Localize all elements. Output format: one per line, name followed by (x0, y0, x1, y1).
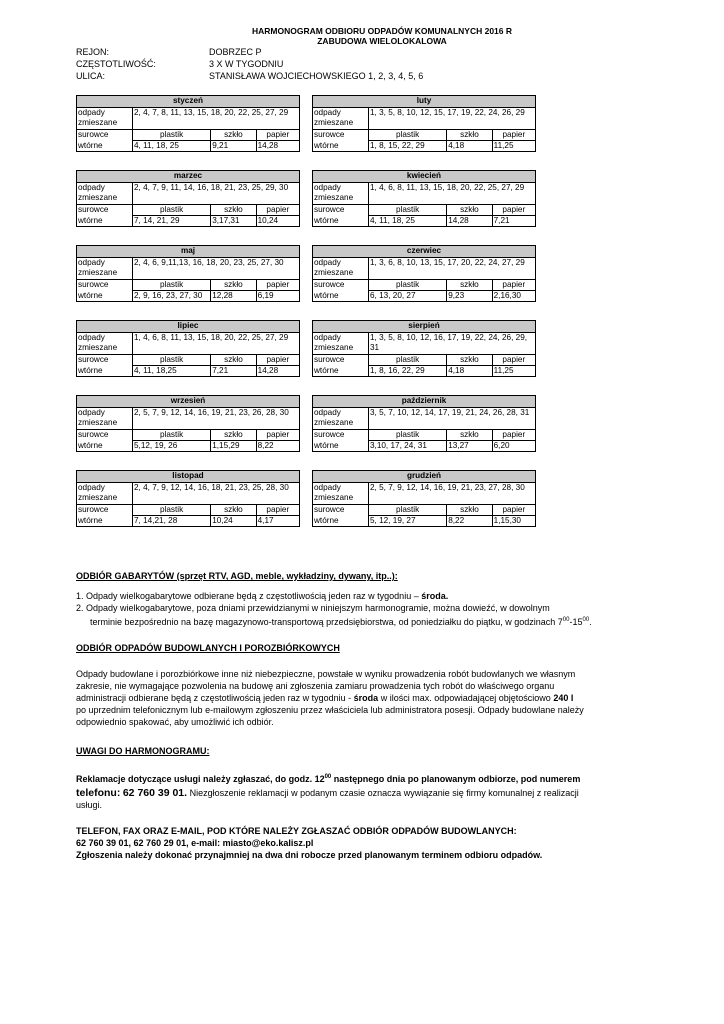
plastic-dates: 2, 9, 16, 23, 27, 30 (133, 291, 211, 302)
month-name: grudzień (313, 471, 536, 483)
month-name: sierpień (313, 321, 536, 333)
plastic-dates: 4, 11, 18, 25 (369, 216, 447, 227)
glass-header: szkło (447, 205, 492, 216)
bulky-waste-point-2-cont: terminie bezpośrednio na bazę magazynowo-transportową przedsiębiorstwa, od poniedziałku do piątku, w godzinach $7^{00}-15^{00}$. (90, 617, 592, 627)
plastic-dates: 7, 14, 21, 29 (133, 216, 211, 227)
mixed-waste-label: odpady zmieszane (313, 483, 369, 505)
month-name: maj (77, 246, 300, 258)
glass-header: szkło (211, 430, 256, 441)
glass-dates: 12,28 (211, 291, 256, 302)
recyclables-label: surowce (77, 505, 133, 516)
mixed-waste-dates: 1, 4, 6, 8, 11, 13, 15, 18, 20, 22, 25, 27, 29 (369, 183, 536, 205)
plastic-header: plastik (133, 355, 211, 366)
remarks-heading: UWAGI DO HARMONOGRAMU: (76, 746, 210, 756)
paper-dates: 6,19 (256, 291, 299, 302)
recyclables-label: surowce (77, 130, 133, 141)
month-name: luty (313, 96, 536, 108)
frequency-value: 3 X W TYGODNIU (209, 59, 284, 69)
paper-dates: 10,24 (256, 216, 299, 227)
plastic-header: plastik (133, 430, 211, 441)
mixed-waste-label: odpady zmieszane (77, 183, 133, 205)
contact-numbers: 62 760 39 01, 62 760 29 01, e-mail: miasto@eko.kalisz.pl (76, 838, 314, 848)
recyclables-label-2: wtórne (313, 216, 369, 227)
contact-heading: TELEFON, FAX ORAZ E-MAIL, POD KTÓRE NALEŻY ZGŁASZAĆ ODBIÓR ODPADÓW BUDOWLANYCH: (76, 826, 517, 836)
glass-dates: 3,17,31 (211, 216, 256, 227)
paper-header: papier (256, 505, 299, 516)
mixed-waste-dates: 1, 3, 5, 8, 10, 12, 15, 17, 19, 22, 24, 26, 29 (369, 108, 536, 130)
paper-dates: 11,25 (492, 366, 535, 377)
paper-dates: 14,28 (256, 141, 299, 152)
mixed-waste-label: odpady zmieszane (313, 108, 369, 130)
glass-dates: 4,18 (447, 141, 492, 152)
recyclables-label-2: wtórne (77, 516, 133, 527)
street-value: STANISŁAWA WOJCIECHOWSKIEGO 1, 2, 3, 4, 5, 6 (209, 71, 424, 81)
month-table-7 (312, 320, 536, 377)
mixed-waste-label: odpady zmieszane (313, 333, 369, 355)
complaint-line-2: telefonu: 62 760 39 01. Niezgłoszenie reklamacji w podanym czasie oznacza wywiązanie się firmy komunalnej z realizacji (76, 787, 579, 799)
recyclables-label-2: wtórne (313, 516, 369, 527)
glass-header: szkło (211, 505, 256, 516)
recyclables-label-2: wtórne (313, 441, 369, 452)
mixed-waste-dates: 1, 4, 6, 8, 11, 13, 15, 18, 20, 22, 25, 27, 29 (133, 333, 300, 355)
month-table-0 (76, 95, 300, 152)
plastic-header: plastik (369, 505, 447, 516)
bulky-waste-section (76, 570, 656, 628)
construction-line-5: odpowiednio spakować, aby umożliwić ich odbiór. (76, 717, 274, 727)
month-name: marzec (77, 171, 300, 183)
recyclables-label: surowce (77, 355, 133, 366)
paper-dates: 8,22 (256, 441, 299, 452)
paper-dates: 4,17 (256, 516, 299, 527)
mixed-waste-label: odpady zmieszane (77, 408, 133, 430)
glass-header: szkło (447, 430, 492, 441)
glass-header: szkło (211, 205, 256, 216)
paper-header: papier (256, 280, 299, 291)
bulky-waste-point-1: 1. Odpady wielkogabarytowe odbierane będą z częstotliwością jeden raz w tygodniu – środa. (76, 591, 449, 601)
paper-header: papier (492, 280, 535, 291)
paper-dates: 2,16,30 (492, 291, 535, 302)
glass-dates: 8,22 (447, 516, 492, 527)
mixed-waste-dates: 1, 3, 6, 8, 10, 13, 15, 17, 20, 22, 24, 27, 29 (369, 258, 536, 280)
document-title: HARMONOGRAM ODBIORU ODPADÓW KOMUNALNYCH 2016 R (251, 26, 513, 36)
mixed-waste-dates: 2, 4, 7, 9, 12, 14, 16, 18, 21, 23, 25, 28, 30 (133, 483, 300, 505)
month-name: kwiecień (313, 171, 536, 183)
month-name: październik (313, 396, 536, 408)
paper-header: papier (492, 205, 535, 216)
bulky-waste-heading: ODBIÓR GABARYTÓW (sprzęt RTV, AGD, meble, wykładziny, dywany, itp..): (76, 571, 398, 581)
plastic-header: plastik (133, 130, 211, 141)
glass-header: szkło (447, 280, 492, 291)
recyclables-label-2: wtórne (313, 141, 369, 152)
paper-header: papier (492, 355, 535, 366)
construction-line-3: administracji odbierane będą z częstotliwością jeden raz w tygodniu - środa w ilości max. odpowiadającej objętościowo 240 l (76, 693, 574, 703)
mixed-waste-label: odpady zmieszane (313, 183, 369, 205)
plastic-header: plastik (133, 205, 211, 216)
plastic-header: plastik (369, 205, 447, 216)
plastic-dates: 5,12, 19, 26 (133, 441, 211, 452)
glass-header: szkło (447, 355, 492, 366)
paper-dates: 14,28 (256, 366, 299, 377)
paper-header: papier (256, 130, 299, 141)
paper-dates: 1,15,30 (492, 516, 535, 527)
paper-header: papier (492, 430, 535, 441)
recyclables-label: surowce (77, 280, 133, 291)
recyclables-label-2: wtórne (313, 366, 369, 377)
plastic-dates: 3,10, 17, 24, 31 (369, 441, 447, 452)
bulky-waste-point-2: 2. Odpady wielkogabarytowe, poza dniami przewidzianymi w niniejszym harmonogramie, można dowieźć, w dowolnym (76, 603, 550, 613)
plastic-header: plastik (369, 355, 447, 366)
paper-header: papier (256, 355, 299, 366)
paper-dates: 7,21 (492, 216, 535, 227)
plastic-header: plastik (369, 430, 447, 441)
paper-header: papier (256, 430, 299, 441)
plastic-dates: 1, 8, 16, 22, 29 (369, 366, 447, 377)
glass-dates: 10,24 (211, 516, 256, 527)
mixed-waste-dates: 1, 3, 5, 8, 10, 12, 16, 17, 19, 22, 24, 26, 29, 31 (369, 333, 536, 355)
remarks-section (76, 745, 656, 811)
frequency-label: CZĘSTOTLIWOŚĆ: (76, 59, 156, 69)
mixed-waste-dates: 2, 4, 7, 9, 11, 14, 16, 18, 21, 23, 25, 29, 30 (133, 183, 300, 205)
plastic-dates: 6, 13, 20, 27 (369, 291, 447, 302)
plastic-dates: 4, 11, 18, 25 (133, 141, 211, 152)
contact-section (76, 825, 656, 861)
glass-dates: 4,18 (447, 366, 492, 377)
mixed-waste-dates: 2, 5, 7, 9, 12, 14, 16, 19, 21, 23, 27, 28, 30 (369, 483, 536, 505)
recyclables-label: surowce (313, 205, 369, 216)
month-table-10 (76, 470, 300, 527)
glass-header: szkło (211, 355, 256, 366)
month-table-6 (76, 320, 300, 377)
rejon-label: REJON: (76, 47, 110, 57)
plastic-dates: 5, 12, 19, 27 (369, 516, 447, 527)
mixed-waste-label: odpady zmieszane (313, 408, 369, 430)
plastic-dates: 7, 14,21, 28 (133, 516, 211, 527)
mixed-waste-dates: 2, 4, 6, 9,11,13, 16, 18, 20, 23, 25, 27, 30 (133, 258, 300, 280)
mixed-waste-dates: 2, 5, 7, 9, 12, 14, 16, 19, 21, 23, 26, 28, 30 (133, 408, 300, 430)
paper-header: papier (492, 505, 535, 516)
construction-waste-section (76, 642, 656, 728)
recyclables-label: surowce (313, 280, 369, 291)
paper-dates: 6,20 (492, 441, 535, 452)
month-table-2 (76, 170, 300, 227)
mixed-waste-label: odpady zmieszane (77, 483, 133, 505)
bulky-day: środa. (421, 591, 449, 601)
plastic-header: plastik (369, 280, 447, 291)
recyclables-label: surowce (313, 430, 369, 441)
mixed-waste-label: odpady zmieszane (313, 258, 369, 280)
complaint-line-1: Reklamacje dotyczące usługi należy zgłaszać, do godz. $12^{00}$ następnego dnia po planowanym odbiorze, pod numerem (76, 774, 581, 784)
construction-line-2: zakresie, nie wymagające pozwolenia na budowę ani zgłoszenia zamiaru prowadzenia tych robót do właściwego organu (76, 681, 555, 691)
mixed-waste-label: odpady zmieszane (77, 258, 133, 280)
glass-dates: 9,23 (447, 291, 492, 302)
recyclables-label-2: wtórne (77, 141, 133, 152)
recyclables-label: surowce (77, 205, 133, 216)
recyclables-label-2: wtórne (77, 216, 133, 227)
document-subtitle: ZABUDOWA WIELOLOKALOWA (317, 36, 447, 46)
recyclables-label-2: wtórne (313, 291, 369, 302)
recyclables-label-2: wtórne (77, 441, 133, 452)
recyclables-label-2: wtórne (77, 366, 133, 377)
glass-header: szkło (211, 130, 256, 141)
mixed-waste-dates: 3, 5, 7, 10, 12, 14, 17, 19, 21, 24, 26, 28, 31 (369, 408, 536, 430)
glass-header: szkło (447, 505, 492, 516)
month-name: listopad (77, 471, 300, 483)
rejon-value: DOBRZEC P (209, 47, 262, 57)
month-table-5 (312, 245, 536, 302)
month-table-1 (312, 95, 536, 152)
glass-dates: 13,27 (447, 441, 492, 452)
construction-line-1: Odpady budowlane i porozbiórkowe inne niż niebezpieczne, powstałe w wyniku prowadzenia robót budowlanych we własnym (76, 669, 576, 679)
mixed-waste-label: odpady zmieszane (77, 333, 133, 355)
paper-header: papier (256, 205, 299, 216)
plastic-dates: 4, 11, 18,25 (133, 366, 211, 377)
glass-dates: 9,21 (211, 141, 256, 152)
month-table-4 (76, 245, 300, 302)
month-table-11 (312, 470, 536, 527)
glass-header: szkło (211, 280, 256, 291)
recyclables-label: surowce (313, 505, 369, 516)
plastic-header: plastik (133, 505, 211, 516)
month-table-8 (76, 395, 300, 452)
construction-line-4: po uprzednim telefonicznym lub e-mailowym zgłoszeniu przez właściciela lub administratora posesji. Odpady budowlane należy (76, 705, 584, 715)
month-name: wrzesień (77, 396, 300, 408)
street-label: ULICA: (76, 71, 106, 81)
complaint-phone: 62 760 39 01. (122, 787, 188, 799)
paper-header: papier (492, 130, 535, 141)
recyclables-label: surowce (313, 130, 369, 141)
month-table-9 (312, 395, 536, 452)
complaint-line-3: usługi. (76, 800, 103, 810)
recyclables-label: surowce (77, 430, 133, 441)
plastic-header: plastik (133, 280, 211, 291)
plastic-header: plastik (369, 130, 447, 141)
mixed-waste-label: odpady zmieszane (77, 108, 133, 130)
month-name: styczeń (77, 96, 300, 108)
glass-dates: 1,15,29 (211, 441, 256, 452)
recyclables-label: surowce (313, 355, 369, 366)
recyclables-label-2: wtórne (77, 291, 133, 302)
construction-waste-heading: ODBIÓR ODPADÓW BUDOWLANYCH I POROZBIÓRKOWYCH (76, 643, 340, 653)
contact-note: Zgłoszenia należy dokonać przynajmniej na dwa dni robocze przed planowanym terminem odbioru odpadów. (76, 850, 543, 860)
plastic-dates: 1, 8, 15, 22, 29 (369, 141, 447, 152)
month-name: lipiec (77, 321, 300, 333)
glass-header: szkło (447, 130, 492, 141)
month-table-3 (312, 170, 536, 227)
mixed-waste-dates: 2, 4, 7, 8, 11, 13, 15, 18, 20, 22, 25, 27, 29 (133, 108, 300, 130)
glass-dates: 7,21 (211, 366, 256, 377)
paper-dates: 11,25 (492, 141, 535, 152)
glass-dates: 14,28 (447, 216, 492, 227)
month-name: czerwiec (313, 246, 536, 258)
